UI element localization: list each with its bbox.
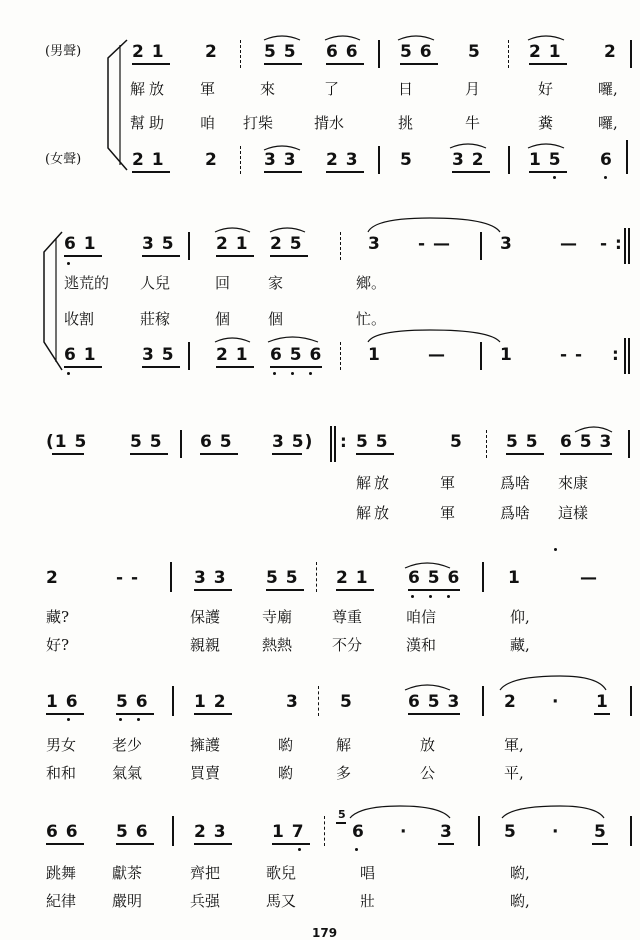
s3-lyr1-w2: 軍 <box>440 474 456 492</box>
s2-top-n9: - : <box>600 234 623 254</box>
s6-n6: · <box>400 822 408 842</box>
barline <box>240 146 241 174</box>
s2-lyr2-w1: 收割 <box>64 310 95 328</box>
s5-lyr1-w7: 軍, <box>504 736 524 754</box>
s2-top-n8: — <box>560 234 578 254</box>
s1-lyr1-w1: 解放 <box>130 80 169 98</box>
s2-top-n7: 3 <box>500 234 513 254</box>
barline <box>628 430 630 458</box>
s2-bot-n1: 6 1 <box>64 345 97 365</box>
octave-dot <box>447 595 450 598</box>
s5-lyr1-w4: 喲 <box>278 736 294 754</box>
underline <box>336 589 374 591</box>
s1-lyr1-w4: 了 <box>324 80 340 98</box>
s4-n2: - - <box>116 568 140 588</box>
octave-dot <box>67 372 70 375</box>
barline <box>630 40 632 68</box>
s3-n8: 5 5 <box>506 432 539 452</box>
barline <box>334 426 336 462</box>
underline <box>264 63 302 65</box>
s5-n4: 3 <box>286 692 299 712</box>
s4-n1: 2 <box>46 568 59 588</box>
underline <box>270 255 308 257</box>
barline <box>628 338 630 374</box>
barline <box>324 816 325 846</box>
s2-lyr1-w3: 回 <box>215 274 231 292</box>
s4-lyr1-w5: 咱信 <box>406 608 437 626</box>
barline <box>172 816 174 846</box>
s3-lyr2-w1: 解放 <box>356 504 393 522</box>
s1-lyr1-w7: 好 <box>538 80 554 98</box>
underline <box>194 589 232 591</box>
underline <box>64 255 102 257</box>
s1-bot-n6: 3 2 <box>452 150 485 170</box>
underline <box>64 366 102 368</box>
underline <box>46 843 84 845</box>
s3-n3: 6 5 <box>200 432 233 452</box>
s1-bot-n4: 2 3 <box>326 150 359 170</box>
s4-lyr2-w2: 親親 <box>190 636 221 654</box>
underline <box>216 366 254 368</box>
barline <box>188 342 190 370</box>
s2-lyr2-w4: 個 <box>268 310 284 328</box>
s5-lyr1-w2: 老少 <box>112 736 143 754</box>
barline <box>482 686 484 716</box>
octave-dot <box>119 718 122 721</box>
barline <box>482 562 484 592</box>
underline <box>270 366 322 368</box>
barline <box>318 686 319 716</box>
s6-lyr2-w3: 兵强 <box>190 892 221 910</box>
s1-lyr1-w6: 月 <box>465 80 481 98</box>
s5-lyr1-w6: 放 <box>420 736 436 754</box>
underline <box>272 453 302 455</box>
barline <box>478 816 480 846</box>
s5-lyr2-w3: 買賣 <box>190 764 221 782</box>
s3-lyr2-w3: 爲啥 <box>500 504 531 522</box>
s4-n3: 3 3 <box>194 568 227 588</box>
s5-lyr2-w4: 喲 <box>278 764 294 782</box>
s2-bot-n4: 6 5 6 <box>270 345 323 365</box>
s1-lyr2-w1: 幫助 <box>130 114 169 132</box>
s2-bot-n5: 1 <box>368 345 381 365</box>
s4-lyr1-w2: 保護 <box>190 608 221 626</box>
s2-bot-n8: - - <box>560 345 584 365</box>
barline <box>188 232 190 260</box>
barline <box>630 686 632 716</box>
underline <box>142 366 180 368</box>
s4-lyr1-w4: 尊重 <box>332 608 363 626</box>
s2-lyr1-w1: 逃荒的 <box>64 274 110 292</box>
underline <box>400 63 438 65</box>
s6-lyr2-w5: 壯 <box>360 892 376 910</box>
barline <box>508 146 510 174</box>
underline <box>408 713 460 715</box>
s1-top-n7: 2 1 <box>529 42 562 62</box>
s2-lyr2-w2: 莊稼 <box>140 310 171 328</box>
underline <box>46 713 84 715</box>
s5-lyr2-w7: 平, <box>504 764 524 782</box>
s5-lyr1-w5: 解 <box>336 736 352 754</box>
s3-lyr2-w2: 軍 <box>440 504 456 522</box>
s1-bot-n8: 6 <box>600 150 613 170</box>
underline <box>592 843 608 845</box>
underline <box>264 171 302 173</box>
underline <box>272 843 310 845</box>
barline <box>330 426 332 462</box>
barline <box>480 342 482 370</box>
underline <box>326 171 364 173</box>
barline <box>240 40 241 68</box>
s3-n6: 5 5 <box>356 432 389 452</box>
s1-bot-n5: 5 <box>400 150 413 170</box>
male-voice-label: (男聲) <box>45 44 82 59</box>
s2-bot-n3: 2 1 <box>216 345 249 365</box>
barline <box>628 228 630 264</box>
s3-n2: 5 5 <box>130 432 163 452</box>
barline <box>378 40 380 68</box>
s2-lyr2-w5: 忙。 <box>356 310 387 328</box>
s1-lyr2-w6: 牛 <box>465 114 481 132</box>
s5-n5: 5 <box>340 692 353 712</box>
s4-n6: 6 5 6 <box>408 568 461 588</box>
barline <box>316 562 317 592</box>
s4-n7: 1 <box>508 568 521 588</box>
s3-n4: 3 5) <box>272 432 314 452</box>
s3-n1: (1 5 <box>46 432 88 452</box>
s5-lyr1-w1: 男女 <box>46 736 77 754</box>
s2-bot-n2: 3 5 <box>142 345 175 365</box>
s5-n1: 1 6 <box>46 692 79 712</box>
s3-n5: : <box>340 432 348 452</box>
s2-bot-n6: — <box>428 345 446 365</box>
underline <box>216 255 254 257</box>
s1-lyr2-w3: 打柴 <box>243 114 274 132</box>
underline <box>326 63 364 65</box>
s6-lyr2-w4: 馬又 <box>266 892 297 910</box>
s5-n7: 2 <box>504 692 517 712</box>
underline <box>356 453 394 455</box>
s6-lyr1-w5: 唱 <box>360 864 376 882</box>
s5-lyr2-w2: 氣氣 <box>112 764 143 782</box>
octave-dot <box>291 372 294 375</box>
octave-dot <box>355 848 358 851</box>
underline <box>116 843 154 845</box>
s6-lyr1-w6: 喲, <box>510 864 530 882</box>
s1-top-n2: 2 <box>205 42 218 62</box>
s1-lyr2-w2: 咱 <box>200 114 216 132</box>
barline <box>508 40 509 68</box>
barline <box>486 430 487 458</box>
underline <box>452 171 490 173</box>
s6-n1: 6 6 <box>46 822 79 842</box>
s6-lyr2-w6: 喲, <box>510 892 530 910</box>
underline <box>529 171 567 173</box>
underline <box>438 843 454 845</box>
octave-dot <box>309 372 312 375</box>
s4-lyr2-w3: 熱熱 <box>262 636 293 654</box>
s1-top-n8: 2 <box>604 42 617 62</box>
s2-lyr1-w2: 人兒 <box>140 274 171 292</box>
s6-n4: 1 7 <box>272 822 305 842</box>
s1-lyr1-w3: 來 <box>260 80 276 98</box>
s4-lyr2-w5: 漢和 <box>406 636 437 654</box>
octave-dot <box>604 176 607 179</box>
s5-n3: 1 2 <box>194 692 227 712</box>
s3-lyr1-w3: 爲啥 <box>500 474 531 492</box>
s1-top-n4: 6 6 <box>326 42 359 62</box>
barline <box>624 338 626 374</box>
s6-n5: 6 <box>352 822 365 842</box>
s1-lyr2-w5: 挑 <box>398 114 414 132</box>
page-number: 179 <box>312 926 338 940</box>
s2-bot-n9: : <box>612 345 620 365</box>
octave-dot <box>137 718 140 721</box>
s1-bot-n1: 2 1 <box>132 150 165 170</box>
barline <box>626 140 628 174</box>
octave-dot <box>554 548 557 551</box>
s6-n10: 5 <box>594 822 607 842</box>
s2-top-n2: 3 5 <box>142 234 175 254</box>
s2-top-n3: 2 1 <box>216 234 249 254</box>
underline <box>194 843 232 845</box>
s6-lyr1-w3: 齊把 <box>190 864 221 882</box>
s5-n6: 6 5 3 <box>408 692 461 712</box>
octave-dot <box>67 718 70 721</box>
barline <box>378 146 380 174</box>
s4-n4: 5 5 <box>266 568 299 588</box>
barline <box>340 342 341 370</box>
octave-dot <box>411 595 414 598</box>
s1-lyr2-w7: 糞 <box>538 114 554 132</box>
underline <box>116 713 154 715</box>
s5-n8: · <box>552 692 560 712</box>
s4-n8: — <box>580 568 598 588</box>
underline <box>52 453 84 455</box>
s1-top-n1: 2 1 <box>132 42 165 62</box>
s2-bot-n7: 1 <box>500 345 513 365</box>
s6-lyr1-w4: 歌兒 <box>266 864 297 882</box>
s6-grace: 5 <box>338 808 347 821</box>
s6-n8: 5 <box>504 822 517 842</box>
s6-n7: 3 <box>440 822 453 842</box>
s4-lyr2-w4: 不分 <box>332 636 363 654</box>
octave-dot <box>298 848 301 851</box>
underline <box>529 63 567 65</box>
s2-top-n5: 3 <box>368 234 381 254</box>
octave-dot <box>429 595 432 598</box>
underline <box>560 453 612 455</box>
s1-top-n5: 5 6 <box>400 42 433 62</box>
underline <box>130 453 168 455</box>
s6-n3: 2 3 <box>194 822 227 842</box>
s4-lyr1-w3: 寺廟 <box>262 608 293 626</box>
barline <box>180 430 182 458</box>
s6-n9: · <box>552 822 560 842</box>
s5-lyr2-w1: 和和 <box>46 764 77 782</box>
underline <box>506 453 544 455</box>
s1-top-n6: 5 <box>468 42 481 62</box>
octave-dot <box>67 262 70 265</box>
s6-lyr1-w2: 獻茶 <box>112 864 143 882</box>
octave-dot <box>553 176 556 179</box>
barline <box>624 228 626 264</box>
s3-lyr1-w1: 解放 <box>356 474 393 492</box>
s6-lyr2-w2: 嚴明 <box>112 892 143 910</box>
s2-top-n1: 6 1 <box>64 234 97 254</box>
underline <box>408 589 460 591</box>
underline <box>132 171 170 173</box>
s1-top-n3: 5 5 <box>264 42 297 62</box>
s2-top-n6: - — <box>418 234 451 254</box>
s2-lyr1-w5: 鄉。 <box>356 274 387 292</box>
s3-n9: 6 5 3 <box>560 432 613 452</box>
underline <box>200 453 238 455</box>
s5-lyr2-w5: 多 <box>336 764 352 782</box>
underline <box>132 63 170 65</box>
barline <box>170 562 172 592</box>
s5-lyr1-w3: 擁護 <box>190 736 221 754</box>
barline <box>340 232 341 260</box>
underline <box>594 713 610 715</box>
barline <box>172 686 174 716</box>
s1-lyr1-w2: 軍 <box>200 80 216 98</box>
s5-n2: 5 6 <box>116 692 149 712</box>
s2-lyr2-w3: 個 <box>215 310 231 328</box>
s1-bot-n2: 2 <box>205 150 218 170</box>
s1-lyr2-w8: 囉, <box>598 114 618 132</box>
s1-lyr2-w4: 揹水 <box>314 114 345 132</box>
s4-lyr2-w6: 藏, <box>510 636 530 654</box>
s6-lyr2-w1: 紀律 <box>46 892 77 910</box>
underline <box>266 589 304 591</box>
s1-bot-n7: 1 5 <box>529 150 562 170</box>
s2-top-n4: 2 5 <box>270 234 303 254</box>
s5-n9: 1 <box>596 692 609 712</box>
underline <box>194 713 232 715</box>
s3-lyr2-w4: 這樣 <box>558 504 589 522</box>
s3-n7: 5 <box>450 432 463 452</box>
female-voice-label: (女聲) <box>45 152 82 167</box>
s6-lyr1-w1: 跳舞 <box>46 864 77 882</box>
s5-lyr2-w6: 公 <box>420 764 436 782</box>
s2-lyr1-w4: 家 <box>268 274 284 292</box>
s6-n2: 5 6 <box>116 822 149 842</box>
s1-bot-n3: 3 3 <box>264 150 297 170</box>
s1-lyr1-w8: 囉, <box>598 80 618 98</box>
barline <box>480 232 482 260</box>
s1-lyr1-w5: 日 <box>398 80 414 98</box>
underline <box>142 255 180 257</box>
s4-lyr1-w1: 藏? <box>46 608 70 626</box>
s4-lyr2-w1: 好? <box>46 636 70 654</box>
underline <box>336 822 346 824</box>
s4-n5: 2 1 <box>336 568 369 588</box>
s3-lyr1-w4: 來康 <box>558 474 589 492</box>
barline <box>630 816 632 846</box>
s4-lyr1-w6: 仰, <box>510 608 530 626</box>
octave-dot <box>273 372 276 375</box>
